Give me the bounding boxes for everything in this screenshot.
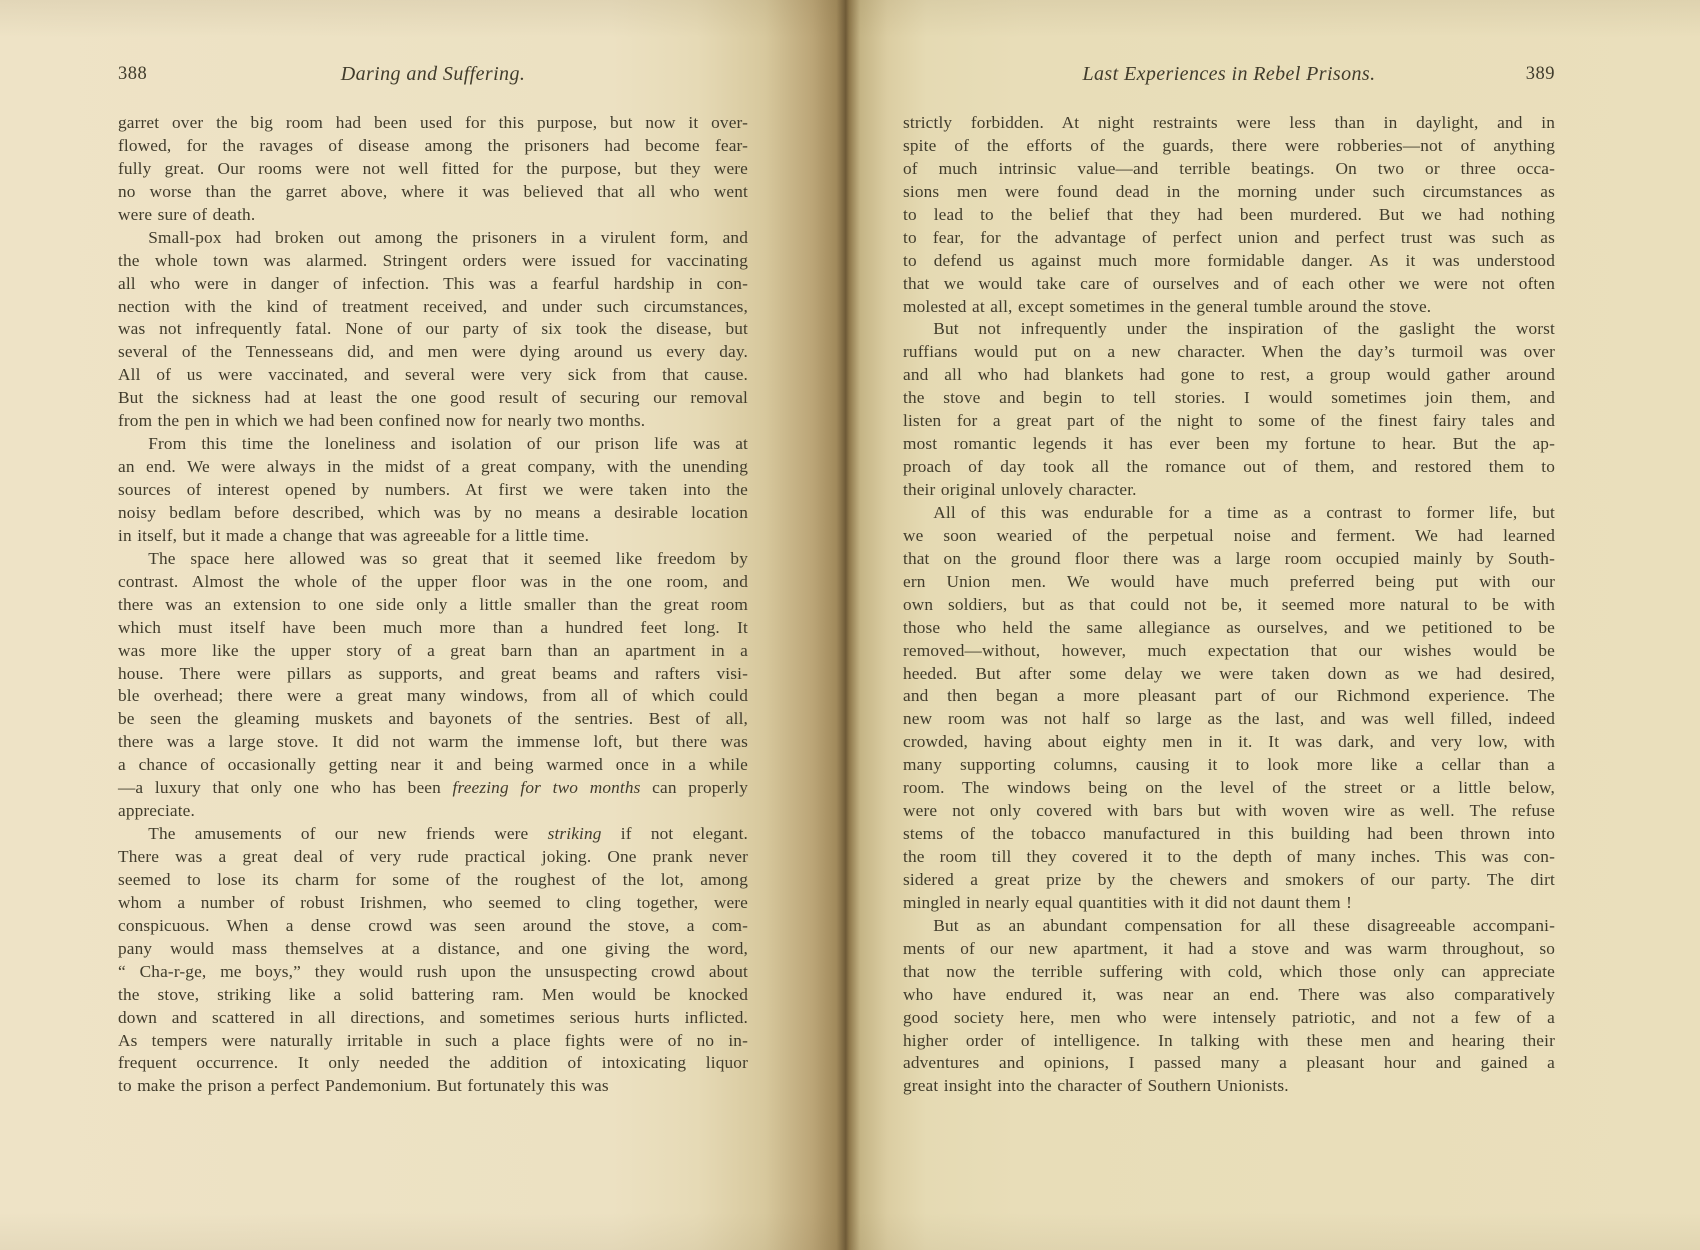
text-line: the whole town was alarmed. Stringent orders were issued for vaccinating bbox=[118, 250, 748, 270]
text-line: room. The windows being on the level of the street or a little below, bbox=[903, 778, 1555, 798]
text-line: proach of day took all the romance out of them, and restored them to bbox=[903, 457, 1555, 477]
text-line: removed—without, however, much expectation that our wishes would be bbox=[903, 640, 1555, 660]
text-line: All of this was endurable for a time as a contrast to former life, but bbox=[933, 502, 1555, 522]
text-line: to defend us against much more formidable danger. As it was understood bbox=[903, 250, 1555, 270]
text-line: spite of the efforts of the guards, there were robberies—not of anything bbox=[903, 135, 1555, 155]
text-line: The space here allowed was so great that it seemed like freedom by bbox=[148, 548, 748, 568]
text-line: an end. We were always in the midst of a great company, with the unending bbox=[118, 457, 748, 477]
running-title-left: Daring and Suffering. bbox=[340, 63, 526, 85]
text-line: several of the Tennesseans did, and men were dying around us every day. bbox=[118, 342, 748, 362]
text-line: which must itself have been much more than a hundred feet long. It bbox=[118, 617, 748, 637]
text-line: down and scattered in all directions, and sometimes serious hurts inflicted. bbox=[118, 1007, 748, 1027]
text-line: molested at all, except sometimes in the general tumble around the stove. bbox=[903, 296, 1432, 316]
text-line: to make the prison a perfect Pandemonium. But fortunately this was bbox=[118, 1076, 609, 1096]
paragraph bbox=[118, 548, 748, 823]
text-line: and then began a more pleasant part of our Richmond experience. The bbox=[903, 686, 1555, 706]
paragraph bbox=[118, 823, 748, 1098]
text-line: ble overhead; there were a great many windows, from all of which could bbox=[118, 686, 748, 706]
page-body-left bbox=[118, 112, 748, 1098]
text-line: garret over the big room had been used for this purpose, but now it over- bbox=[118, 113, 748, 132]
page-right-header bbox=[903, 63, 1555, 91]
text-line: in itself, but it made a change that was agreeable for a little time. bbox=[118, 525, 590, 545]
text-line: pany would mass themselves at a distance, and one giving the word, bbox=[118, 938, 748, 958]
page-left-header bbox=[118, 63, 748, 91]
text-line: But as an abundant compensation for all these disagreeable accompani- bbox=[933, 915, 1555, 935]
text-line: The amusements of our new friends were striking if not elegant. bbox=[148, 824, 749, 844]
text-line: All of us were vaccinated, and several were very sick from that cause. bbox=[118, 365, 748, 385]
text-line: all who were in danger of infection. This was a fearful hardship in con- bbox=[118, 273, 748, 293]
text-line: that on the ground floor there was a large room occupied mainly by South- bbox=[903, 548, 1555, 568]
text-line: was more like the upper story of a great barn than an apartment in a bbox=[118, 640, 748, 660]
text-line: From this time the loneliness and isolation of our prison life was at bbox=[148, 434, 748, 454]
text-line: —a luxury that only one who has been freezing for two months can properly bbox=[118, 778, 748, 798]
text-line: that now the terrible suffering with cold, which those only can appreciate bbox=[903, 961, 1555, 981]
text-line: good society here, men who were intensely patriotic, and not a few of a bbox=[903, 1007, 1555, 1027]
text-line: their original unlovely character. bbox=[903, 480, 1137, 499]
text-line: be seen the gleaming muskets and bayonets of the sentries. Best of all, bbox=[118, 709, 748, 729]
text-line: to fear, for the advantage of perfect union and perfect trust was such as bbox=[903, 227, 1555, 247]
text-line: that we would take care of ourselves and of each other we were not often bbox=[903, 273, 1555, 293]
text-line: higher order of intelligence. In talking with these men and hearing their bbox=[903, 1030, 1555, 1050]
paragraph bbox=[903, 502, 1555, 915]
text-line: noisy bedlam before described, which was by no means a desirable location bbox=[118, 502, 748, 522]
paragraph bbox=[903, 915, 1555, 1099]
text-line: contrast. Almost the whole of the upper floor was in the one room, and bbox=[118, 571, 748, 591]
text-line: flowed, for the ravages of disease among the prisoners had become fear- bbox=[118, 135, 748, 155]
text-line: to lead to the belief that they had been murdered. But we had nothing bbox=[903, 204, 1555, 224]
text-line: ments of our new apartment, it had a stove and was warm throughout, so bbox=[903, 938, 1555, 958]
text-line: There was a great deal of very rude practical joking. One prank never bbox=[118, 847, 748, 866]
text-line: a chance of occasionally getting near it and being warmed once in a while bbox=[118, 755, 748, 775]
text-line: ruffians would put on a new character. When the day’s turmoil was over bbox=[903, 342, 1555, 362]
text-line: fully great. Our rooms were not well fitted for the purpose, but they were bbox=[118, 158, 748, 178]
text-line: those who held the same allegiance as ourselves, and we petitioned to be bbox=[903, 617, 1555, 637]
text-line: stems of the tobacco manufactured in this building had been thrown into bbox=[903, 824, 1555, 844]
text-line: there was an extension to one side only a little smaller than the great room bbox=[118, 594, 748, 614]
text-line: conspicuous. When a dense crowd was seen around the stove, a com- bbox=[118, 915, 748, 935]
text-line: were not only covered with bars but with woven wire as well. The refuse bbox=[903, 801, 1555, 821]
text-line: no worse than the garret above, where it was believed that all who went bbox=[118, 181, 748, 201]
text-line: and all who had blankets had gone to rest, a group would gather around bbox=[903, 365, 1555, 385]
text-line: we soon wearied of the perpetual noise and ferment. We had learned bbox=[903, 525, 1555, 545]
text-line: frequent occurrence. It only needed the addition of intoxicating liquor bbox=[118, 1053, 748, 1073]
text-line: listen for a great part of the night to some of the finest fairy tales and bbox=[903, 411, 1555, 431]
text-line: appreciate. bbox=[118, 801, 195, 821]
text-line: sources of interest opened by numbers. At first we were taken into the bbox=[118, 480, 748, 499]
page-right bbox=[903, 63, 1555, 1098]
text-line: most romantic legends it has ever been my fortune to hear. But the ap- bbox=[903, 434, 1555, 454]
text-line: whom a number of robust Irishmen, who seemed to cling together, were bbox=[118, 892, 748, 912]
text-line: the room till they covered it to the depth of many inches. This was con- bbox=[903, 847, 1555, 866]
text-line: Small-pox had broken out among the prisoners in a virulent form, and bbox=[148, 227, 748, 247]
text-line: But not infrequently under the inspiration of the gaslight the worst bbox=[933, 319, 1555, 339]
page-body-right bbox=[903, 112, 1555, 1098]
text-line: own soldiers, but as that could not be, it seemed more natural to be with bbox=[903, 594, 1555, 614]
text-line: was not infrequently fatal. None of our party of six took the disease, but bbox=[118, 319, 748, 339]
page-number-left: 388 bbox=[118, 64, 148, 84]
running-title-right: Last Experiences in Rebel Prisons. bbox=[1082, 63, 1376, 85]
page-left bbox=[118, 63, 748, 1098]
text-line: But the sickness had at least the one good result of securing our removal bbox=[118, 388, 748, 408]
text-line: who have endured it, was near an end. There was also comparatively bbox=[903, 984, 1555, 1004]
text-line: were sure of death. bbox=[118, 204, 256, 224]
text-line: sions men were found dead in the morning under such circumstances as bbox=[903, 181, 1555, 201]
text-line: adventures and opinions, I passed many a pleasant hour and gained a bbox=[903, 1053, 1555, 1073]
text-line: crowded, having about eighty men in it. It was dark, and very low, with bbox=[903, 732, 1555, 752]
text-line: nection with the kind of treatment received, and under such circumstances, bbox=[118, 296, 748, 316]
paragraph bbox=[118, 227, 748, 433]
text-line: great insight into the character of Southern Unionists. bbox=[903, 1076, 1289, 1096]
text-line: new room was not half so large as the last, and was well filled, indeed bbox=[903, 709, 1555, 729]
text-line: As tempers were naturally irritable in such a place fights were of no in- bbox=[118, 1030, 748, 1050]
text-line: “ Cha-r-ge, me boys,” they would rush upon the unsuspecting crowd about bbox=[118, 961, 748, 981]
text-line: from the pen in which we had been confined now for nearly two months. bbox=[118, 411, 646, 431]
paragraph bbox=[118, 433, 748, 548]
text-line: mingled in nearly equal quantities with it did not daunt them ! bbox=[903, 892, 1353, 912]
text-line: there was a large stove. It did not warm the immense loft, but there was bbox=[118, 732, 748, 752]
text-line: seemed to lose its charm for some of the roughest of the lot, among bbox=[118, 869, 748, 889]
text-line: heeded. But after some delay we were taken down as we had desired, bbox=[903, 663, 1555, 683]
text-line: the stove, striking like a solid battering ram. Men would be knocked bbox=[118, 984, 748, 1004]
paragraph bbox=[903, 112, 1555, 318]
text-line: ern Union men. We would have much preferred being put with our bbox=[903, 571, 1555, 591]
text-line: sidered a great prize by the chewers and smokers of our party. The dirt bbox=[903, 869, 1555, 889]
paragraph bbox=[903, 318, 1555, 502]
text-line: house. There were pillars as supports, and great beams and rafters visi- bbox=[118, 663, 748, 683]
page-number-right: 389 bbox=[1525, 64, 1555, 84]
paragraph bbox=[118, 112, 748, 227]
text-line: many supporting columns, causing it to look more like a cellar than a bbox=[903, 755, 1555, 775]
text-line: of much intrinsic value—and terrible beatings. On two or three occa- bbox=[903, 158, 1555, 178]
text-line: the stove and begin to tell stories. I would sometimes join them, and bbox=[903, 388, 1555, 408]
text-line: strictly forbidden. At night restraints were less than in daylight, and in bbox=[903, 113, 1555, 132]
